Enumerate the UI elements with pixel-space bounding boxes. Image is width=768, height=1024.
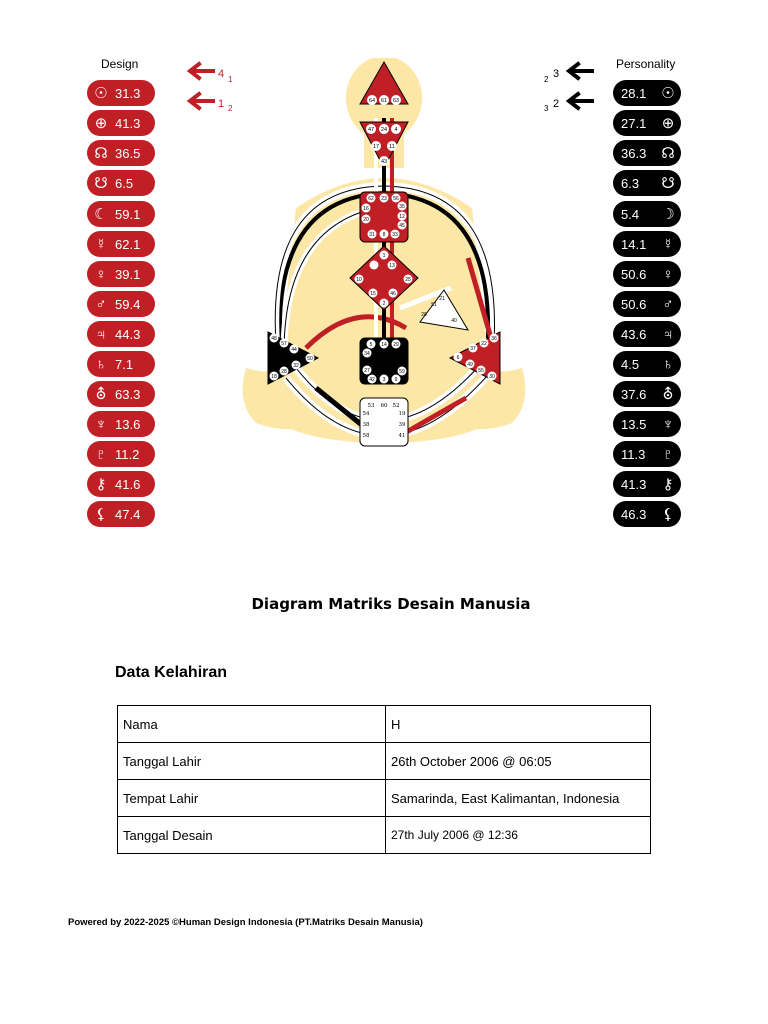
personality-value: 50.6 [621, 296, 647, 312]
gate-label: 19 [398, 411, 406, 417]
gate-label: 9 [394, 377, 398, 383]
moon-icon: ☽ [661, 205, 675, 223]
lilith-icon: ⚸ [662, 505, 674, 523]
gate-label: 1 [382, 253, 386, 259]
sun-icon: ☉ [94, 84, 108, 102]
personality-row [613, 411, 681, 437]
personality-row [613, 501, 681, 527]
jupiter-icon: ♃ [662, 325, 674, 343]
gate-label: 63 [392, 98, 400, 104]
birth-section-title: Data Kelahiran [115, 664, 228, 681]
gate-label: 59 [399, 369, 405, 375]
gate-label: 35 [399, 204, 405, 210]
venus-icon: ♀ [662, 265, 674, 283]
bodygraph [236, 58, 532, 450]
pers-bottom-tone: 2 [553, 98, 560, 110]
personality-row [613, 351, 681, 377]
design-value: 47.4 [115, 506, 141, 522]
personality-row [613, 80, 681, 106]
north-node-icon: ☊ [661, 144, 675, 162]
gate-label: 12 [399, 214, 405, 220]
design-row [87, 501, 155, 527]
personality-row [613, 140, 681, 166]
lilith-icon: ⚸ [95, 505, 107, 523]
design-row [87, 351, 155, 377]
design-row [87, 231, 155, 257]
design-top-tone: 4 [218, 68, 225, 80]
gate-label: 28 [281, 369, 287, 375]
birth-value: 26th October 2006 @ 06:05 [386, 743, 651, 780]
pers-top-base: 2 [544, 75, 549, 84]
design-value: 13.6 [115, 416, 141, 432]
birth-label: Nama [118, 706, 386, 743]
gate-label: 21 [439, 296, 445, 302]
pers-bottom-arrow [564, 91, 594, 111]
design-column-title: Design [101, 57, 139, 71]
gate-label: 55 [478, 368, 484, 374]
design-row [87, 291, 155, 317]
design-value: 36.5 [115, 145, 141, 161]
design-row [87, 261, 155, 287]
gate-label: 18 [271, 374, 277, 380]
gate-label: 42 [369, 377, 375, 383]
gate-label: 8 [382, 232, 386, 238]
mercury-icon: ☿ [662, 235, 674, 253]
design-value: 7.1 [115, 356, 134, 372]
earth-icon: ⊕ [661, 114, 675, 132]
gate-label: 64 [368, 98, 376, 104]
personality-value: 4.5 [621, 356, 640, 372]
gate-label: 48 [271, 336, 277, 342]
design-value: 39.1 [115, 266, 141, 282]
jupiter-icon: ♃ [95, 325, 107, 343]
design-row [87, 321, 155, 347]
gate-label: 45 [399, 223, 405, 229]
sun-icon: ☉ [661, 84, 675, 102]
gate-label: 6 [456, 355, 460, 361]
design-value: 6.5 [115, 175, 134, 191]
table-row [118, 706, 651, 743]
design-row [87, 201, 155, 227]
root-center [360, 398, 408, 446]
personality-value: 14.1 [621, 236, 647, 252]
design-value: 41.3 [115, 115, 141, 131]
chiron-icon: ⚷ [95, 475, 107, 493]
personality-row [613, 291, 681, 317]
gate-label: 38 [362, 422, 370, 428]
personality-value: 28.1 [621, 85, 647, 101]
document-title: Diagram Matriks Desain Manusia [251, 595, 531, 613]
gate-label: 54 [362, 411, 370, 417]
gate-label: 37 [470, 346, 476, 352]
gate-label: 31 [369, 232, 375, 238]
personality-column-title: Personality [616, 57, 676, 71]
birth-label: Tempat Lahir [118, 780, 386, 817]
gate-label: 3 [382, 377, 386, 383]
design-value: 62.1 [115, 236, 141, 252]
gate-label: 11 [389, 144, 395, 150]
left-arrow-icon [564, 91, 594, 111]
birth-value: Samarinda, East Kalimantan, Indonesia [386, 780, 651, 817]
personality-value: 43.6 [621, 326, 647, 342]
personality-value: 27.1 [621, 115, 647, 131]
gate-label: 58 [362, 433, 370, 439]
saturn-icon: ♄ [662, 355, 674, 373]
design-value: 41.6 [115, 476, 141, 492]
table-row [118, 817, 651, 854]
birth-value: H [386, 706, 651, 743]
design-row [87, 411, 155, 437]
personality-value: 37.6 [621, 386, 647, 402]
mars-icon: ♂ [662, 295, 674, 313]
design-bottom-arrow [185, 91, 215, 111]
left-arrow-icon [185, 61, 215, 81]
table-row [118, 743, 651, 780]
gate-label: 30 [489, 374, 495, 380]
pers-bottom-base: 3 [544, 104, 549, 113]
gate-label: 52 [392, 403, 400, 409]
personality-value: 50.6 [621, 266, 647, 282]
design-top-base: 1 [228, 75, 233, 84]
gate-label: 57 [281, 341, 287, 347]
personality-value: 41.3 [621, 476, 647, 492]
left-arrow-icon [185, 91, 215, 111]
personality-row [613, 261, 681, 287]
personality-row [613, 471, 681, 497]
gate-label: 51 [431, 302, 437, 308]
left-arrow-icon [564, 61, 594, 81]
design-row [87, 170, 155, 196]
gate-label: 25 [405, 277, 411, 283]
personality-row [613, 110, 681, 136]
gate-label: 43 [380, 159, 388, 165]
birth-data-table [117, 705, 651, 854]
uranus-icon: ⛢ [95, 385, 107, 403]
personality-value: 46.3 [621, 506, 647, 522]
gate-label: 39 [398, 422, 406, 428]
gate-label: 53 [367, 403, 375, 409]
uranus-icon: ⛢ [662, 385, 674, 403]
gate-label: 60 [380, 403, 388, 409]
venus-icon: ♀ [95, 265, 107, 283]
north-node-icon: ☊ [94, 144, 108, 162]
pluto-icon: ♇ [662, 445, 674, 463]
personality-value: 36.3 [621, 145, 647, 161]
personality-row [613, 231, 681, 257]
gate-label: 46 [390, 291, 396, 297]
gate-label: 4 [394, 127, 398, 133]
gate-label: 14 [381, 342, 387, 348]
gate-label: 10 [356, 277, 362, 283]
gate-label: 22 [481, 341, 487, 347]
gate-label: 13 [389, 263, 395, 269]
south-node-icon: ☋ [94, 174, 108, 192]
birth-label: Tanggal Desain [118, 817, 386, 854]
mars-icon: ♂ [95, 295, 107, 313]
personality-row [613, 170, 681, 196]
gate-label: 62 [368, 196, 374, 202]
table-row [118, 780, 651, 817]
gate-label: 32 [293, 363, 299, 369]
neptune-icon: ♆ [95, 415, 107, 433]
gate-label: 15 [370, 291, 376, 297]
design-row [87, 471, 155, 497]
personality-value: 5.4 [621, 206, 640, 222]
gate-label: 56 [393, 196, 399, 202]
gate-label: 2 [382, 301, 386, 307]
personality-value: 13.5 [621, 416, 647, 432]
design-bottom-tone: 1 [218, 98, 225, 110]
south-node-icon: ☋ [661, 174, 675, 192]
personality-value: 6.3 [621, 175, 640, 191]
chiron-icon: ⚷ [662, 475, 674, 493]
gate-label: 41 [398, 433, 406, 439]
neptune-icon: ♆ [662, 415, 674, 433]
gate-label: 49 [467, 362, 473, 368]
gate-label: 20 [363, 217, 369, 223]
personality-row [613, 441, 681, 467]
gate-label: 33 [392, 232, 398, 238]
design-row [87, 80, 155, 106]
gate-label: 44 [291, 347, 297, 353]
design-value: 44.3 [115, 326, 141, 342]
design-top-arrow [185, 61, 215, 81]
gate-label: 16 [363, 206, 369, 212]
pers-top-arrow [564, 61, 594, 81]
gate-label: 34 [364, 351, 370, 357]
gate-label: 5 [369, 342, 373, 348]
design-value: 59.4 [115, 296, 141, 312]
gate-label: 36 [491, 336, 497, 342]
sacral-center [360, 338, 408, 384]
throat-center [360, 192, 408, 242]
design-value: 63.3 [115, 386, 141, 402]
gate-label: 47 [367, 127, 375, 133]
design-value: 31.3 [115, 85, 141, 101]
design-row [87, 441, 155, 467]
design-value: 59.1 [115, 206, 141, 222]
gate-label: 17 [372, 144, 380, 150]
gate-label: 23 [381, 196, 387, 202]
gate-label: 50 [307, 356, 313, 362]
personality-row [613, 321, 681, 347]
mercury-icon: ☿ [95, 235, 107, 253]
design-row [87, 381, 155, 407]
footer-credit: Powered by 2022-2025 ©Human Design Indonesia (PT.Matriks Desain Manusia) [68, 917, 423, 928]
design-row [87, 110, 155, 136]
gate-label: 26 [421, 312, 427, 318]
pluto-icon: ♇ [95, 445, 107, 463]
personality-row [613, 381, 681, 407]
design-value: 11.2 [115, 446, 140, 462]
gate-label: 61 [380, 98, 388, 104]
birth-label: Tanggal Lahir [118, 743, 386, 780]
personality-value: 11.3 [621, 446, 646, 462]
pers-top-tone: 3 [553, 68, 560, 80]
personality-row [613, 201, 681, 227]
birth-value: 27th July 2006 @ 12:36 [386, 817, 651, 854]
design-row [87, 140, 155, 166]
gate-label: 40 [451, 318, 457, 324]
moon-icon: ☾ [94, 205, 108, 223]
earth-icon: ⊕ [94, 114, 108, 132]
gate-label: 29 [393, 342, 399, 348]
gate-label: 27 [364, 368, 370, 374]
gate-label: 24 [380, 127, 388, 133]
saturn-icon: ♄ [95, 355, 107, 373]
design-bottom-base: 2 [228, 104, 233, 113]
